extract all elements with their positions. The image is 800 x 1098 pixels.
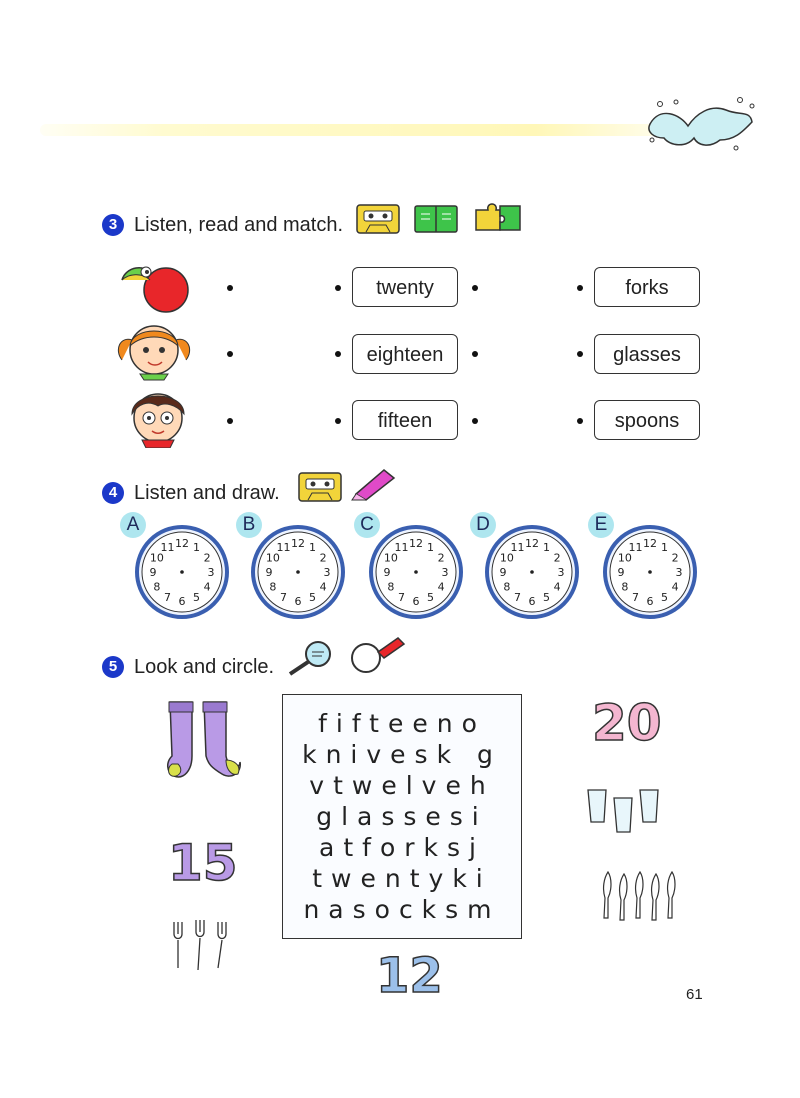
puzzle-row: fifteeno [318,709,486,738]
word-box-forks: forks [594,267,700,307]
clock-number: 11 [276,540,291,554]
splash-decoration-icon [640,96,760,160]
clock-number: 8 [503,580,511,594]
clock-number: 1 [427,540,434,554]
word-box-twenty: twenty [352,267,458,307]
clock-number: 7 [280,591,287,605]
clock-number: 6 [412,595,420,608]
glasses-picture [584,786,664,836]
clock-number: 1 [309,540,316,554]
clock-number: 2 [319,551,327,565]
word-box-eighteen: eighteen [352,334,458,374]
clock-number: 6 [528,595,536,608]
clock-letter: E [588,512,614,538]
number-12: 12 [376,948,443,1004]
clock-number: 3 [207,566,215,579]
clock-center [530,570,534,574]
clock-number: 10 [617,551,632,565]
clock-number: 2 [437,551,445,565]
puzzle-row: knivesk g [302,740,502,769]
section-5-title: Look and circle. [134,656,275,678]
header-highlight-line [40,124,660,136]
knives-picture [598,868,684,924]
clock-face[interactable] [602,524,698,620]
clock-number: 8 [621,580,629,594]
match-dot[interactable] [472,285,478,291]
clock-number: 3 [675,566,683,579]
number-15: 15 [168,834,238,892]
clock-number: 9 [265,566,273,579]
word-box-spoons: spoons [594,400,700,440]
puzzle-row: glassesi [316,802,488,831]
match-dot[interactable] [472,418,478,424]
clock-letter: C [354,512,380,538]
socks-picture [162,698,246,784]
clock-letter: A [120,512,146,538]
clock-number: 4 [553,580,561,594]
crayon-icon [350,464,398,502]
clock-number: 10 [149,551,164,565]
cassette-icon [298,472,342,502]
clock-number: 11 [394,540,409,554]
magnifier-icon [286,640,338,676]
clock-letter: D [470,512,496,538]
clock-number: 4 [671,580,679,594]
word-box-fifteen: fifteen [352,400,458,440]
pencil-icon [348,636,408,676]
clock-number: 2 [671,551,679,565]
clock-number: 7 [514,591,521,605]
match-dot[interactable] [227,285,233,291]
clock-number: 11 [160,540,175,554]
puzzle-row: atforksj [319,833,485,862]
clock-face[interactable] [368,524,464,620]
clock-number: 4 [203,580,211,594]
clock-number: 12 [525,537,539,550]
match-dot[interactable] [335,351,341,357]
match-dot[interactable] [227,418,233,424]
section-4-badge: 4 [102,482,124,504]
clock-number: 1 [543,540,550,554]
clock-number: 9 [149,566,157,579]
worm-apple-picture [116,258,192,314]
clock-number: 5 [661,591,668,605]
clock-number: 4 [319,580,327,594]
clock-number: 9 [499,566,507,579]
clock-number: 6 [178,595,186,608]
puzzle-icon [472,196,524,232]
clock-number: 10 [265,551,280,565]
clock-number: 5 [543,591,550,605]
clock-number: 11 [628,540,643,554]
clock-number: 12 [643,537,657,550]
clock-number: 2 [553,551,561,565]
clock-number: 12 [175,537,189,550]
section-3-badge: 3 [102,214,124,236]
clock-face[interactable] [134,524,230,620]
book-icon [414,204,458,234]
section-4-title: Listen and draw. [134,482,280,504]
clock-number: 1 [661,540,668,554]
forks-picture [168,918,234,974]
puzzle-row: vtwelveh [309,771,495,800]
clock-number: 2 [203,551,211,565]
clock-number: 8 [387,580,395,594]
girl-picture [112,320,196,382]
clock-number: 4 [437,580,445,594]
clock-number: 10 [383,551,398,565]
number-20: 20 [592,694,662,752]
clock-number: 7 [632,591,639,605]
section-5-badge: 5 [102,656,124,678]
clock-number: 6 [646,595,654,608]
match-dot[interactable] [577,418,583,424]
clock-number: 5 [427,591,434,605]
clock-number: 9 [617,566,625,579]
cassette-icon [356,204,400,234]
word-search-grid [282,694,522,939]
clock-face[interactable] [250,524,346,620]
section-3-title: Listen, read and match. [134,214,344,236]
match-dot[interactable] [227,351,233,357]
clock-number: 9 [383,566,391,579]
clock-center [414,570,418,574]
clock-number: 7 [398,591,405,605]
clock-number: 6 [294,595,302,608]
clock-center [296,570,300,574]
word-box-glasses: glasses [594,334,700,374]
clock-number: 3 [441,566,449,579]
clock-number: 5 [193,591,200,605]
clock-number: 12 [409,537,423,550]
page-number: 61 [686,986,703,1003]
puzzle-row: nasocksm [303,895,501,924]
clock-number: 1 [193,540,200,554]
clock-number: 3 [557,566,565,579]
clock-number: 12 [291,537,305,550]
clock-number: 10 [499,551,514,565]
clock-center [180,570,184,574]
match-dot[interactable] [577,285,583,291]
clock-letter: B [236,512,262,538]
match-dot[interactable] [472,351,478,357]
clock-number: 11 [510,540,525,554]
match-dot[interactable] [577,351,583,357]
puzzle-row: twentyki [312,864,492,893]
clock-number: 3 [323,566,331,579]
clock-number: 5 [309,591,316,605]
match-dot[interactable] [335,285,341,291]
boy-picture [118,386,198,448]
clock-number: 8 [153,580,161,594]
match-dot[interactable] [335,418,341,424]
clock-number: 7 [164,591,171,605]
clock-face[interactable] [484,524,580,620]
clock-number: 8 [269,580,277,594]
clock-center [648,570,652,574]
